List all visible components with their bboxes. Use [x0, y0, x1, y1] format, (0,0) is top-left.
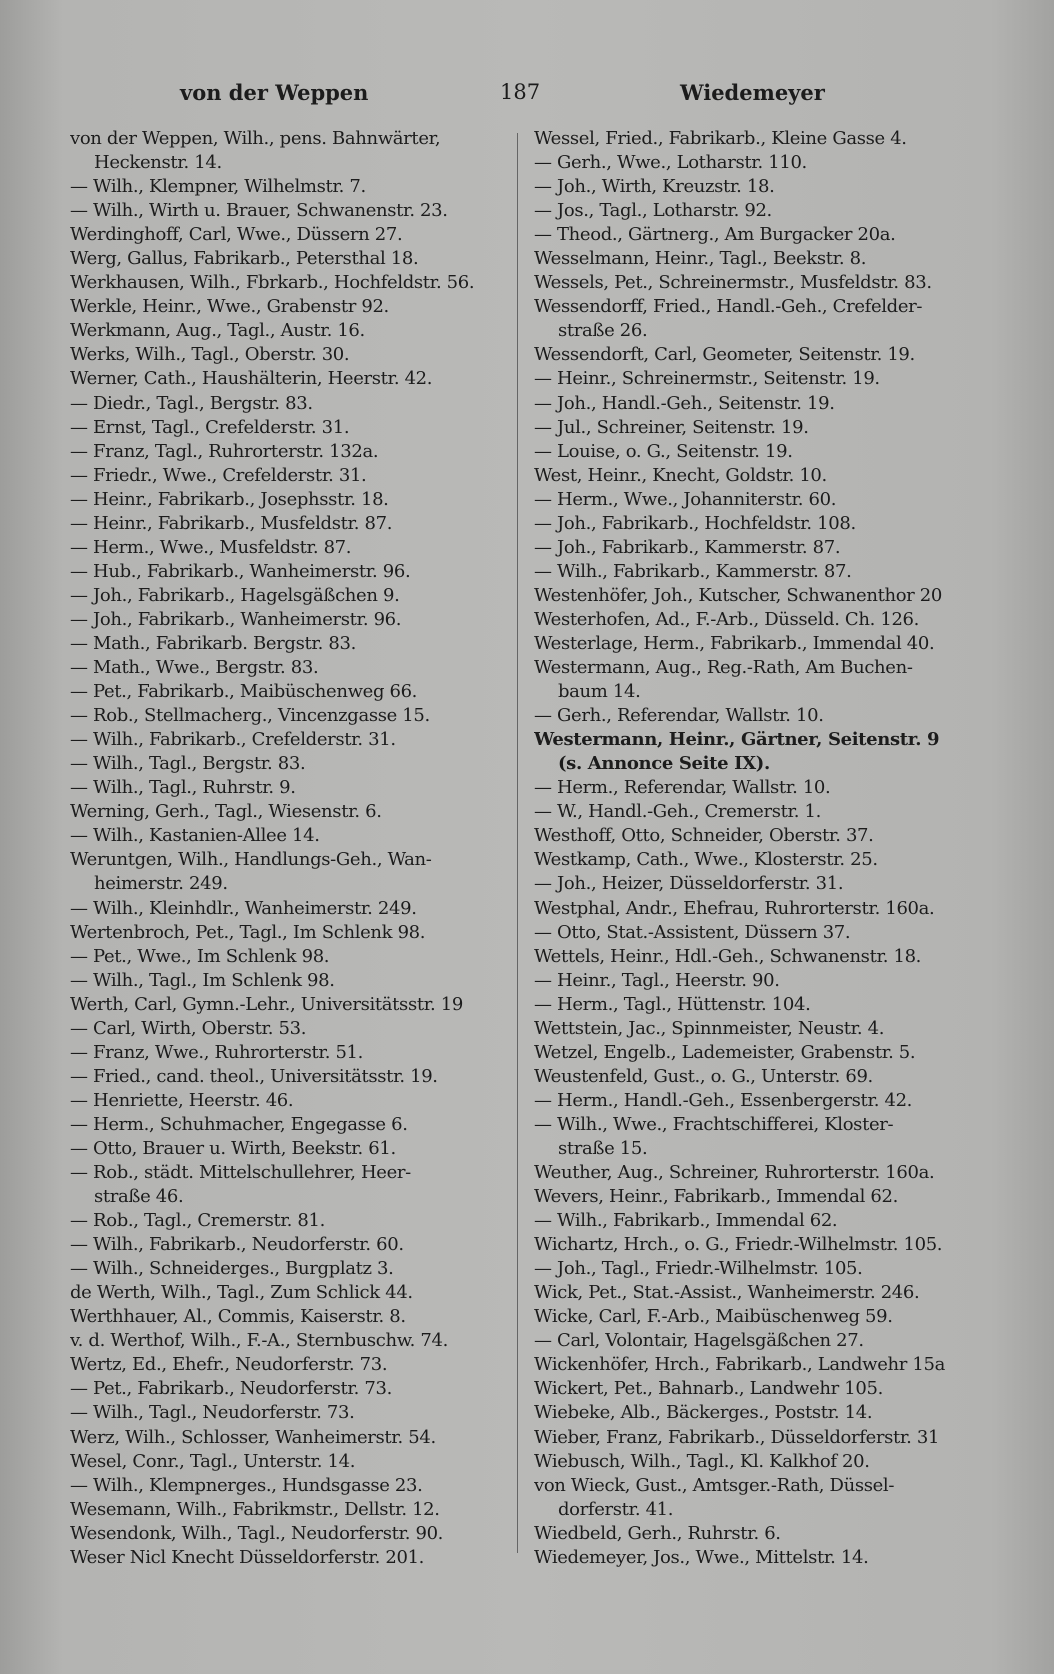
entry-continuation-line: Heckenstr. 14.: [94, 152, 222, 174]
directory-entry: von der Weppen, Wilh., pens. Bahnwärter,: [70, 128, 441, 149]
directory-entry: Wickert, Pet., Bahnarb., Landwehr 105.: [534, 1378, 883, 1400]
directory-entry: — Gerh., Wwe., Lotharstr. 110.: [534, 152, 807, 174]
directory-entry: — Wilh., Schneiderges., Burgplatz 3.: [70, 1258, 394, 1280]
directory-entry: — Louise, o. G., Seitenstr. 19.: [534, 440, 793, 462]
directory-entry: Wesselmann, Heinr., Tagl., Beekstr. 8.: [534, 248, 867, 270]
directory-entry: — Wilh., Fabrikarb., Neudorferstr. 60.: [70, 1234, 404, 1256]
directory-entry: Wertenbroch, Pet., Tagl., Im Schlenk 98.: [70, 921, 426, 943]
directory-entry: Wetzel, Engelb., Lademeister, Grabenstr. 5.: [534, 1041, 916, 1063]
directory-entry: — Heinr., Tagl., Heerstr. 90.: [534, 969, 780, 991]
directory-entry: — Otto, Stat.-Assistent, Düssern 37.: [534, 921, 851, 943]
directory-entry: Werthhauer, Al., Commis, Kaiserstr. 8.: [70, 1306, 406, 1328]
directory-entry: — Wilh., Klempnerges., Hundsgasse 23.: [70, 1474, 423, 1496]
directory-entry: — Herm., Tagl., Hüttenstr. 104.: [534, 993, 811, 1015]
directory-entry: Wessendorft, Carl, Geometer, Seitenstr. 19.: [534, 344, 915, 366]
directory-entry: — Math., Fabrikarb. Bergstr. 83.: [70, 632, 356, 654]
directory-entry: — Wilh., Tagl., Im Schlenk 98.: [70, 969, 335, 991]
directory-entry: — Wilh., Klempner, Wilhelmstr. 7.: [70, 176, 366, 198]
header-left-catchword: von der Weppen: [180, 80, 369, 105]
directory-entry: — Theod., Gärtnerg., Am Burgacker 20a.: [534, 224, 896, 246]
directory-entry: Weruntgen, Wilh., Handlungs-Geh., Wan-: [70, 849, 432, 871]
entry-continuation-line: straße 26.: [558, 320, 648, 342]
directory-entry: West, Heinr., Knecht, Goldstr. 10.: [534, 464, 827, 486]
header-right-catchword: Wiedemeyer: [680, 80, 825, 105]
entry-continuation-line: straße 15.: [558, 1137, 648, 1159]
page-number: 187: [500, 80, 541, 104]
directory-entry: Werkmann, Aug., Tagl., Austr. 16.: [70, 320, 365, 342]
directory-entry: — Friedr., Wwe., Crefelderstr. 31.: [70, 464, 367, 486]
directory-entry: — Heinr., Fabrikarb., Josephsstr. 18.: [70, 488, 389, 510]
directory-entry: — Joh., Tagl., Friedr.-Wilhelmstr. 105.: [534, 1258, 863, 1280]
directory-entry: Werz, Wilh., Schlosser, Wanheimerstr. 54.: [70, 1426, 436, 1448]
directory-entry: — Math., Wwe., Bergstr. 83.: [70, 657, 319, 679]
directory-entry: Werdinghoff, Carl, Wwe., Düssern 27.: [70, 224, 403, 246]
directory-entry: Westhoff, Otto, Schneider, Oberstr. 37.: [534, 825, 874, 847]
directory-entry: — Herm., Wwe., Musfeldstr. 87.: [70, 536, 352, 558]
directory-entry: Wessel, Fried., Fabrikarb., Kleine Gasse 4.: [534, 128, 907, 149]
directory-entry: Wessels, Pet., Schreinermstr., Musfeldstr. 83.: [534, 272, 932, 294]
directory-entry: — Pet., Fabrikarb., Maibüschenweg 66.: [70, 681, 418, 703]
directory-entry: — Jos., Tagl., Lotharstr. 92.: [534, 200, 772, 222]
entry-continuation-line: dorferstr. 41.: [558, 1498, 674, 1520]
directory-entry: Werth, Carl, Gymn.-Lehr., Universitätsstr. 19: [70, 993, 463, 1015]
directory-entry: Westermann, Heinr., Gärtner, Seitenstr. 9: [534, 729, 940, 751]
directory-entry: Werkhausen, Wilh., Fbrkarb., Hochfeldstr. 56.: [70, 272, 475, 294]
entry-continuation-line: straße 46.: [94, 1186, 184, 1208]
directory-entry: — Carl, Wirth, Oberstr. 53.: [70, 1017, 307, 1039]
entry-continuation-line: heimerstr. 249.: [94, 873, 228, 895]
directory-entry: Wiedbeld, Gerh., Ruhrstr. 6.: [534, 1522, 781, 1544]
directory-entry: — Ernst, Tagl., Crefelderstr. 31.: [70, 416, 350, 438]
directory-entry: — Herm., Referendar, Wallstr. 10.: [534, 777, 831, 799]
directory-entry: Westerlage, Herm., Fabrikarb., Immendal 40.: [534, 632, 935, 654]
directory-entry: Westkamp, Cath., Wwe., Klosterstr. 25.: [534, 849, 878, 871]
directory-entry: Werkle, Heinr., Wwe., Grabenstr 92.: [70, 296, 389, 318]
directory-entry: — Joh., Handl.-Geh., Seitenstr. 19.: [534, 392, 835, 414]
directory-entry: Wickenhöfer, Hrch., Fabrikarb., Landwehr 15a: [534, 1354, 945, 1376]
directory-entry: — W., Handl.-Geh., Cremerstr. 1.: [534, 801, 822, 823]
directory-entry: — Franz, Tagl., Ruhrorterstr. 132a.: [70, 440, 379, 462]
directory-entry: — Diedr., Tagl., Bergstr. 83.: [70, 392, 313, 414]
directory-entry: Wiedemeyer, Jos., Wwe., Mittelstr. 14.: [534, 1546, 869, 1568]
directory-entry: — Wilh., Tagl., Bergstr. 83.: [70, 753, 306, 775]
left-column: [70, 127, 510, 1570]
directory-entry: — Wilh., Fabrikarb., Crefelderstr. 31.: [70, 729, 396, 751]
directory-entry: Wieber, Franz, Fabrikarb., Düsseldorferstr. 31: [534, 1426, 940, 1448]
directory-entry: Westphal, Andr., Ehefrau, Ruhrorterstr. 160a.: [534, 897, 935, 919]
directory-entry: — Wilh., Fabrikarb., Immendal 62.: [534, 1210, 838, 1232]
directory-entry: — Gerh., Referendar, Wallstr. 10.: [534, 705, 824, 727]
directory-entry: Wichartz, Hrch., o. G., Friedr.-Wilhelmstr. 105.: [534, 1234, 943, 1256]
directory-entry: — Wilh., Kastanien-Allee 14.: [70, 825, 320, 847]
directory-entry: — Wilh., Wwe., Frachtschifferei, Kloster-: [534, 1113, 894, 1135]
directory-entry: Wettels, Heinr., Hdl.-Geh., Schwanenstr. 18.: [534, 945, 922, 967]
directory-entry: — Herm., Wwe., Johanniterstr. 60.: [534, 488, 837, 510]
directory-entry: — Henriette, Heerstr. 46.: [70, 1089, 294, 1111]
directory-entry: Wessendorff, Fried., Handl.-Geh., Crefelder-: [534, 296, 923, 318]
entry-continuation-line: baum 14.: [558, 681, 641, 703]
directory-entry: Westerhofen, Ad., F.-Arb., Düsseld. Ch. 126.: [534, 608, 920, 630]
directory-entry: Weuther, Aug., Schreiner, Ruhrorterstr. 160a.: [534, 1162, 935, 1184]
directory-entry: Westermann, Aug., Reg.-Rath, Am Buchen-: [534, 657, 913, 679]
column-divider: [517, 133, 518, 1553]
directory-entry: — Rob., Stellmacherg., Vincenzgasse 15.: [70, 705, 430, 727]
directory-entry: — Franz, Wwe., Ruhrorterstr. 51.: [70, 1041, 364, 1063]
directory-entry: — Wilh., Kleinhdlr., Wanheimerstr. 249.: [70, 897, 417, 919]
right-column: [534, 127, 989, 1570]
directory-entry: — Rob., städt. Mittelschullehrer, Heer-: [70, 1162, 411, 1184]
directory-entry: — Rob., Tagl., Cremerstr. 81.: [70, 1210, 325, 1232]
directory-entry: — Wilh., Fabrikarb., Kammerstr. 87.: [534, 560, 852, 582]
directory-entry: von Wieck, Gust., Amtsger.-Rath, Düssel-: [534, 1474, 895, 1496]
directory-entry: — Joh., Heizer, Düsseldorferstr. 31.: [534, 873, 844, 895]
directory-entry: — Hub., Fabrikarb., Wanheimerstr. 96.: [70, 560, 411, 582]
directory-entry: — Fried., cand. theol., Universitätsstr. 19.: [70, 1065, 438, 1087]
directory-entry: Westenhöfer, Joh., Kutscher, Schwanenthor 20: [534, 584, 943, 606]
directory-entry: Wettstein, Jac., Spinnmeister, Neustr. 4.: [534, 1017, 885, 1039]
directory-entry: — Wilh., Wirth u. Brauer, Schwanenstr. 23.: [70, 200, 448, 222]
page-header: [0, 80, 1054, 114]
directory-entry: v. d. Werthof, Wilh., F.-A., Sternbuschw. 74.: [70, 1330, 449, 1352]
directory-entry: — Heinr., Fabrikarb., Musfeldstr. 87.: [70, 512, 393, 534]
entry-continuation-line: (s. Annonce Seite IX).: [558, 753, 770, 775]
directory-entry: Weustenfeld, Gust., o. G., Unterstr. 69.: [534, 1065, 873, 1087]
directory-entry: Wertz, Ed., Ehefr., Neudorferstr. 73.: [70, 1354, 388, 1376]
directory-entry: Werg, Gallus, Fabrikarb., Petersthal 18.: [70, 248, 419, 270]
directory-entry: — Joh., Wirth, Kreuzstr. 18.: [534, 176, 775, 198]
directory-entry: Werks, Wilh., Tagl., Oberstr. 30.: [70, 344, 350, 366]
directory-entry: de Werth, Wilh., Tagl., Zum Schlick 44.: [70, 1282, 413, 1304]
directory-entry: — Joh., Fabrikarb., Hochfeldstr. 108.: [534, 512, 856, 534]
directory-entry: Werning, Gerh., Tagl., Wiesenstr. 6.: [70, 801, 382, 823]
directory-entry: Wick, Pet., Stat.-Assist., Wanheimerstr. 246.: [534, 1282, 920, 1304]
directory-entry: — Otto, Brauer u. Wirth, Beekstr. 61.: [70, 1137, 396, 1159]
directory-entry: — Wilh., Tagl., Neudorferstr. 73.: [70, 1402, 355, 1424]
directory-entry: — Joh., Fabrikarb., Wanheimerstr. 96.: [70, 608, 402, 630]
directory-entry: — Joh., Fabrikarb., Kammerstr. 87.: [534, 536, 841, 558]
directory-entry: — Pet., Wwe., Im Schlenk 98.: [70, 945, 330, 967]
directory-entry: Werner, Cath., Haushälterin, Heerstr. 42.: [70, 368, 433, 390]
directory-entry: Wiebeke, Alb., Bäckerges., Poststr. 14.: [534, 1402, 873, 1424]
directory-entry: — Carl, Volontair, Hagelsgäßchen 27.: [534, 1330, 864, 1352]
directory-entry: Wevers, Heinr., Fabrikarb., Immendal 62.: [534, 1186, 898, 1208]
directory-entry: — Herm., Schuhmacher, Engegasse 6.: [70, 1113, 408, 1135]
directory-entry: Wesendonk, Wilh., Tagl., Neudorferstr. 90.: [70, 1522, 444, 1544]
directory-entry: — Joh., Fabrikarb., Hagelsgäßchen 9.: [70, 584, 400, 606]
directory-entry: Wicke, Carl, F.-Arb., Maibüschenweg 59.: [534, 1306, 893, 1328]
directory-entry: — Heinr., Schreinermstr., Seitenstr. 19.: [534, 368, 880, 390]
directory-entry: Weser Nicl Knecht Düsseldorferstr. 201.: [70, 1546, 425, 1568]
directory-entry: Wiebusch, Wilh., Tagl., Kl. Kalkhof 20.: [534, 1450, 870, 1472]
directory-entry: Wesemann, Wilh., Fabrikmstr., Dellstr. 12.: [70, 1498, 440, 1520]
directory-entry: — Pet., Fabrikarb., Neudorferstr. 73.: [70, 1378, 392, 1400]
directory-entry: — Wilh., Tagl., Ruhrstr. 9.: [70, 777, 296, 799]
directory-entry: Wesel, Conr., Tagl., Unterstr. 14.: [70, 1450, 356, 1472]
directory-entry: — Jul., Schreiner, Seitenstr. 19.: [534, 416, 809, 438]
directory-entry: — Herm., Handl.-Geh., Essenbergerstr. 42.: [534, 1089, 913, 1111]
